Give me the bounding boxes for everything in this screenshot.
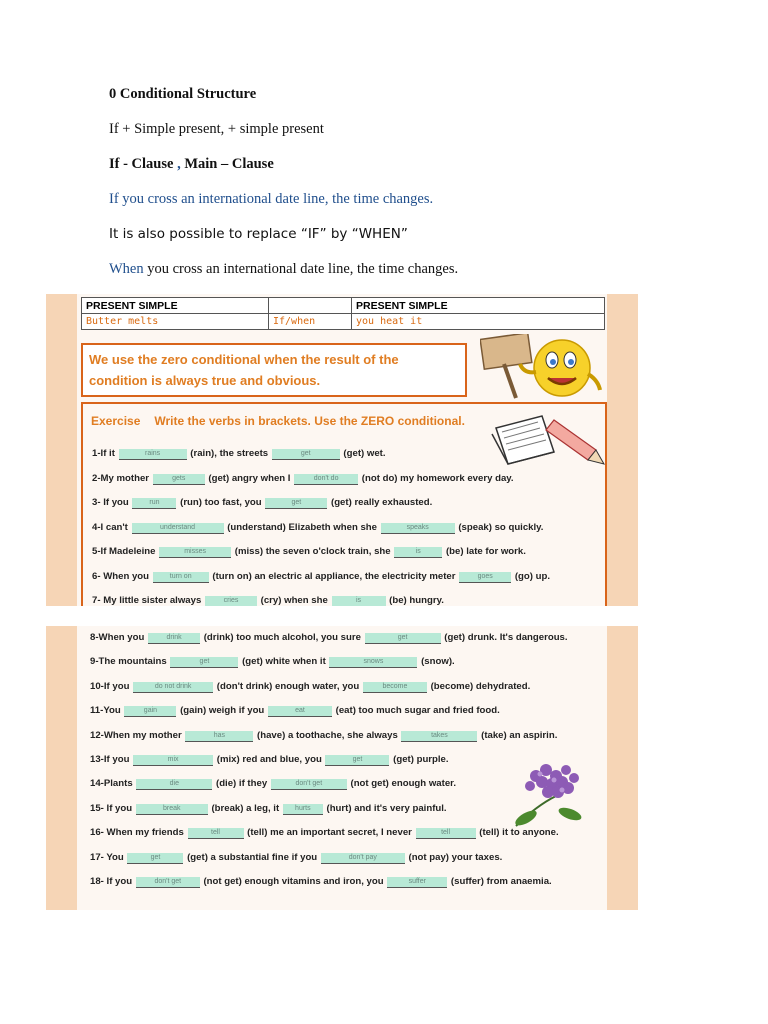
answer-blank[interactable]: mix <box>133 755 213 766</box>
item-text: (tell) me an important secret, I never <box>244 827 415 839</box>
when-keyword: When <box>109 261 144 277</box>
worksheet-image-top <box>46 294 638 606</box>
item-text: 6- When you <box>92 570 152 582</box>
item-text: 2-My mother <box>92 472 152 484</box>
item-text: (get) really exhausted. <box>328 497 433 508</box>
table-header-cell: PRESENT SIMPLE <box>352 298 605 314</box>
rule-line: We use the zero conditional when the result of the <box>89 352 399 367</box>
item-text: 7- My little sister always <box>92 595 204 606</box>
item-text: (don't drink) enough water, you <box>214 680 362 692</box>
main-clause-label: Main – Clause <box>184 156 274 172</box>
item-text: (mix) red and blue, you <box>214 754 325 765</box>
example-if-sentence <box>109 191 433 208</box>
exercise-item <box>90 778 456 790</box>
answer-blank[interactable]: gain <box>124 706 176 717</box>
exercise-item <box>92 473 514 485</box>
item-text: 18- If you <box>90 876 135 887</box>
item-text: (not do) my homework every day. <box>359 472 514 484</box>
item-text: 12-When my mother <box>90 729 185 741</box>
lilac-flower-image <box>496 756 596 836</box>
answer-blank[interactable]: get <box>127 853 183 864</box>
answer-blank[interactable]: don't pay <box>321 853 405 864</box>
answer-blank[interactable]: gets <box>153 474 205 485</box>
zero-conditional-rule-box <box>81 343 467 397</box>
table-header-row <box>82 298 605 314</box>
exercise-instruction: Write the verbs in brackets. Use the ZERO conditional. <box>154 414 465 428</box>
answer-blank[interactable]: don't do <box>294 474 358 485</box>
clause-line <box>109 156 274 173</box>
item-text: (turn on) an electric al appliance, the electricity meter <box>209 570 459 582</box>
table-cell: If/when <box>269 314 352 330</box>
exercise-item <box>90 681 530 693</box>
item-text: 5-If Madeleine <box>92 546 159 557</box>
answer-blank[interactable]: snows <box>329 657 417 668</box>
exercise-item <box>90 705 500 717</box>
table-header-cell <box>269 298 352 314</box>
item-text: (drink) too much alcohol, you sure <box>201 632 364 643</box>
exercise-item <box>92 571 550 583</box>
item-text: (be) late for work. <box>443 546 526 557</box>
item-text: 10-If you <box>90 680 133 692</box>
answer-blank[interactable]: takes <box>401 731 477 742</box>
item-text: (take) an aspirin. <box>478 729 558 741</box>
answer-blank[interactable]: speaks <box>381 523 455 534</box>
item-text: (hurt) and it's very painful. <box>323 802 447 814</box>
item-text: (snow). <box>418 656 455 668</box>
item-text: 11-You <box>90 705 124 717</box>
item-text: (run) too fast, you <box>177 497 265 508</box>
if-clause-label: If - Clause <box>109 156 174 172</box>
answer-blank[interactable]: die <box>136 779 212 790</box>
answer-blank[interactable]: get <box>170 657 238 668</box>
answer-blank[interactable]: turn on <box>153 572 209 583</box>
exercise-item <box>90 730 557 742</box>
item-text: (tell) it to anyone. <box>476 827 559 839</box>
answer-blank[interactable]: tell <box>416 828 476 839</box>
exercise-item <box>92 595 444 606</box>
example-when-rest: you cross an international date line, the time changes. <box>143 261 459 277</box>
example-if-rest: you cross an international date line, the time changes. <box>118 191 434 207</box>
item-text: (eat) too much sugar and fried food. <box>332 705 500 717</box>
item-text: (get) wet. <box>340 448 386 459</box>
item-text: 14-Plants <box>90 778 136 790</box>
structure-formula: If + Simple present, + simple present <box>109 121 324 137</box>
section-heading: 0 Conditional Structure <box>109 86 257 102</box>
answer-blank[interactable]: get <box>325 755 389 766</box>
item-text: (get) a substantial fine if you <box>184 851 320 863</box>
answer-blank[interactable]: get <box>265 498 327 509</box>
exercise-label: Exercise <box>91 414 141 428</box>
item-text: 9-The mountains <box>90 656 170 668</box>
item-text: (get) drunk. It's dangerous. <box>441 632 568 643</box>
smiley-signboard-image <box>480 334 604 400</box>
answer-blank[interactable]: become <box>363 682 427 693</box>
item-text: (not pay) your taxes. <box>405 851 503 863</box>
item-text: (become) dehydrated. <box>427 680 531 692</box>
worksheet-image-bottom <box>46 626 638 910</box>
item-text: 1-If it <box>92 448 118 459</box>
item-text: (get) angry when I <box>205 472 294 484</box>
item-text: 4-I can't <box>92 521 131 533</box>
item-text: 15- If you <box>90 802 135 814</box>
item-text: (rain), the streets <box>187 448 271 459</box>
item-text: (have) a toothache, she always <box>254 729 401 741</box>
exercise-item <box>90 754 449 766</box>
answer-blank[interactable]: cries <box>205 596 257 606</box>
answer-blank[interactable]: is <box>332 596 386 606</box>
present-simple-table <box>81 297 605 330</box>
rule-line: condition is always true and obvious. <box>89 373 321 388</box>
answer-blank[interactable]: don't get <box>271 779 347 790</box>
exercise-item <box>90 876 552 888</box>
answer-blank[interactable]: misses <box>159 547 231 558</box>
item-text: 17- You <box>90 851 127 863</box>
answer-blank[interactable]: get <box>272 449 340 460</box>
item-text: (miss) the seven o'clock train, she <box>232 546 394 557</box>
item-text: 13-If you <box>90 754 133 765</box>
answer-blank[interactable]: break <box>136 804 208 815</box>
item-text: (be) hungry. <box>386 595 444 606</box>
item-text: (get) white when it <box>239 656 329 668</box>
item-text: 8-When you <box>90 632 148 643</box>
item-text: 3- If you <box>92 497 132 508</box>
item-text: (gain) weigh if you <box>177 705 267 717</box>
answer-blank[interactable]: has <box>185 731 253 742</box>
example-when-sentence <box>109 261 458 278</box>
exercise-item <box>90 827 559 839</box>
if-keyword: If <box>109 191 119 207</box>
exercise-item <box>90 656 455 668</box>
answer-blank[interactable]: goes <box>459 572 511 583</box>
replace-note: It is also possible to replace “IF” by “WHEN” <box>109 226 408 242</box>
exercise-item <box>90 632 568 644</box>
answer-blank[interactable]: suffer <box>387 877 447 888</box>
table-row <box>82 314 605 330</box>
answer-blank[interactable]: hurts <box>283 804 323 815</box>
item-text: (go) up. <box>512 570 550 582</box>
item-text: (cry) when she <box>257 595 331 606</box>
answer-blank[interactable]: tell <box>188 828 244 839</box>
answer-blank[interactable]: get <box>365 633 441 644</box>
exercise-item <box>90 852 502 864</box>
answer-blank[interactable]: is <box>394 547 442 558</box>
item-text: (die) if they <box>213 778 270 790</box>
table-cell: you heat it <box>352 314 605 330</box>
item-text: (get) purple. <box>390 754 449 765</box>
books-and-pencil-image <box>488 408 608 470</box>
item-text: (understand) Elizabeth when she <box>224 521 380 533</box>
exercise-item <box>90 803 447 815</box>
table-header-cell: PRESENT SIMPLE <box>82 298 269 314</box>
answer-blank[interactable]: drink <box>148 633 200 644</box>
answer-blank[interactable]: do not drink <box>133 682 213 693</box>
table-cell: Butter melts <box>82 314 269 330</box>
exercise-item <box>92 546 526 558</box>
item-text: 16- When my friends <box>90 827 187 839</box>
answer-blank[interactable]: understand <box>132 523 224 534</box>
clause-comma: , <box>177 156 181 172</box>
answer-blank[interactable]: rains <box>119 449 187 460</box>
exercise-item <box>92 448 386 460</box>
answer-blank[interactable]: run <box>132 498 176 509</box>
item-text: (speak) so quickly. <box>455 521 544 533</box>
item-text: (not get) enough water. <box>347 778 457 790</box>
exercise-item <box>92 522 543 534</box>
item-text: (break) a leg, it <box>208 802 282 814</box>
answer-blank[interactable]: don't get <box>136 877 200 888</box>
item-text: (suffer) from anaemia. <box>448 876 552 887</box>
exercise-item <box>92 497 432 509</box>
exercise-title <box>91 414 465 428</box>
answer-blank[interactable]: eat <box>268 706 332 717</box>
item-text: (not get) enough vitamins and iron, you <box>200 876 387 887</box>
